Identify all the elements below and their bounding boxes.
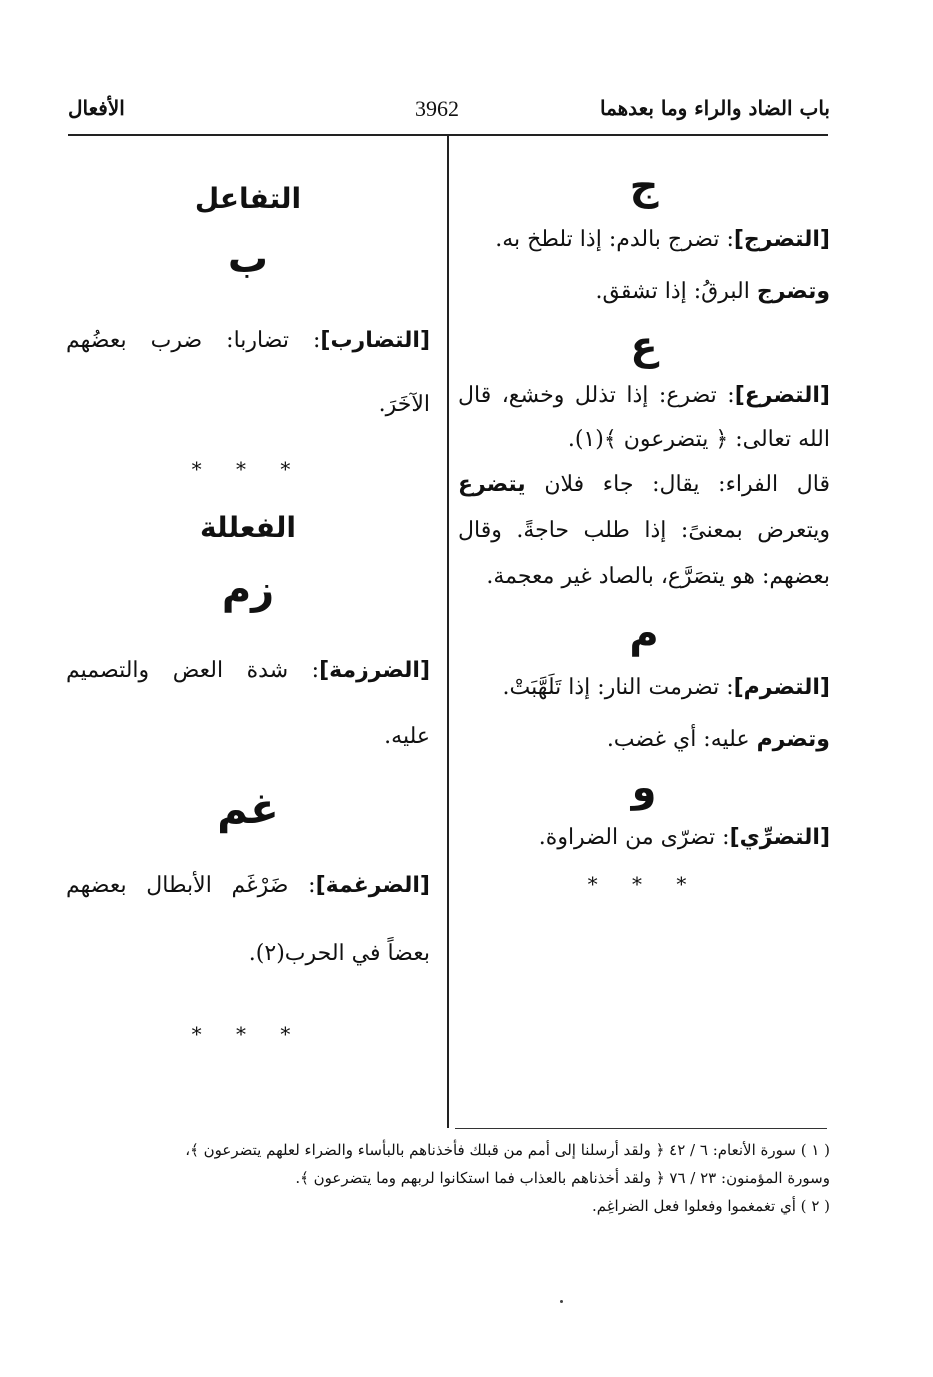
entry-tadarrum-alayh: [458, 714, 830, 766]
entry-term: يتضرع: [458, 472, 526, 497]
entry-darzama: [66, 638, 430, 770]
page-number: 3962: [415, 96, 459, 121]
letter-heading-ghayn-mim: غم: [217, 784, 279, 833]
letter-heading-zay-mim: زم: [221, 567, 275, 613]
entry-term: [التضرج]: [733, 227, 830, 252]
entry-tadarruj: [458, 214, 830, 266]
entry-term: [التضرع]: [734, 383, 830, 408]
entry-definition: : شدة العض والتصميم عليه.: [66, 658, 430, 749]
entry-tadarru: [458, 374, 830, 462]
right-column: [458, 163, 830, 896]
section-separator: * * *: [191, 457, 305, 481]
entry-intro: قال الفراء: يقال: جاء فلان: [525, 472, 830, 497]
entry-definition: : تضرّى من الضراوة.: [538, 825, 730, 850]
column-divider: [447, 134, 449, 1128]
entry-term: [التضرِّي]: [729, 825, 830, 850]
section-heading-tafaul: التفاعل: [194, 182, 302, 215]
entry-definition: : تضرمت النار: إذا تَلَهَّبَتْ.: [502, 675, 734, 700]
footnote-1-cont: وسورة المؤمنون: ٢٣ / ٧٦ ﴿ ولقد أخذناهم بالعذاب فما استكانوا لربهم وما يتضرعون ﴾.: [295, 1169, 830, 1187]
entry-definition: : تضرع: إذا تذلل وخشع، قال الله تعالى: ﴿ يتضرعون ﴾(١).: [458, 383, 830, 452]
footnote-1: ( ١ ) سورة الأنعام: ٦ / ٤٢ ﴿ ولقد أرسلنا إلى أمم من قبلك فأخذناهم بالبأساء والضراء لعلهم يتضرعون ﴾،: [185, 1141, 830, 1159]
entry-definition: البرقُ: إذا تشقق.: [595, 279, 757, 304]
letter-heading-ba: ب: [227, 236, 269, 282]
entry-definition: : تضاربا: ضرب بعضُهم الآخَرَ.: [66, 328, 430, 417]
entry-term: وتضرم: [756, 727, 830, 752]
entry-term: [الضرغمة]: [315, 873, 430, 898]
letter-heading-waw: و: [631, 765, 657, 811]
entry-farra-quote: [458, 462, 830, 600]
footnote-2: ( ٢ ) أي تغمغموا وفعلوا فعل الضراغِم.: [591, 1197, 830, 1215]
letter-heading-jim: ج: [629, 163, 659, 209]
letter-heading-ayn: ع: [630, 323, 658, 369]
left-column: [66, 166, 430, 1046]
entry-term: وتضرج: [756, 279, 830, 304]
entry-tadarri: [458, 816, 830, 860]
entry-term: [التضرم]: [733, 675, 830, 700]
entry-definition: : تضرج بالدم: إذا تلطخ به.: [495, 227, 734, 252]
entry-term: [التضارب]: [320, 328, 430, 353]
entry-tadarruj-barq: [458, 266, 830, 318]
section-separator: * * *: [587, 872, 701, 896]
scan-speck: [560, 1300, 563, 1303]
entry-tadarub: [66, 309, 430, 437]
entry-tadarrum: [458, 662, 830, 714]
entry-definition: : ضَرْغَم الأبطال بعضهم بعضاً في الحرب(٢).: [66, 873, 430, 966]
section-title: باب الضاد والراء وما بعدهما: [599, 96, 830, 120]
footnote-rule: [455, 1128, 827, 1129]
section-heading-falala: الفعللة: [200, 511, 296, 544]
chapter-title: الأفعال: [68, 96, 125, 120]
footnotes: [66, 1136, 830, 1220]
entry-definition: ويتعرض بمعنىً: إذا طلب حاجةً. وقال بعضهم: هو يتصَرَّع، بالصاد غير معجمة.: [458, 518, 830, 589]
page-header: [60, 96, 830, 130]
entry-definition: عليه: أي غضب.: [606, 727, 757, 752]
entry-term: [الضرزمة]: [319, 658, 430, 683]
section-separator: * * *: [191, 1022, 305, 1046]
entry-dargama: [66, 852, 430, 988]
letter-heading-mim: م: [629, 611, 659, 657]
